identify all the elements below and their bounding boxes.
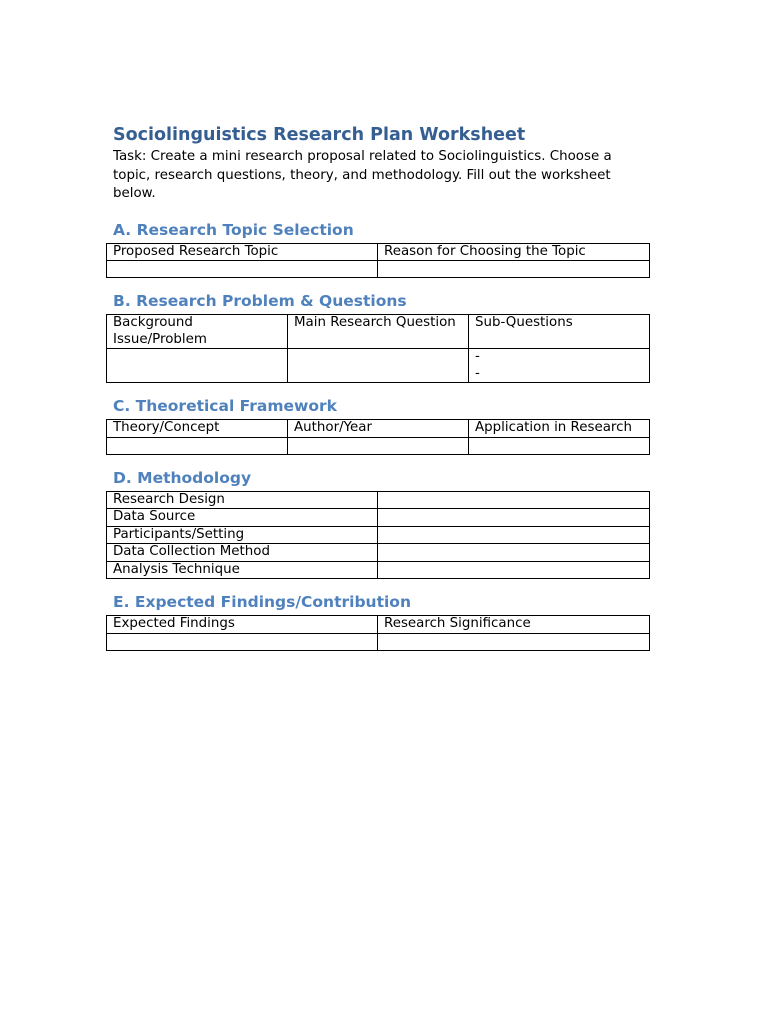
section-b-table (106, 314, 650, 383)
input-cell[interactable] (378, 509, 650, 527)
section-a-table (106, 243, 650, 279)
header-cell: Proposed Research Topic (107, 243, 378, 261)
input-cell[interactable] (107, 261, 378, 278)
row-label: Data Source (107, 509, 378, 527)
table-row (107, 633, 650, 650)
header-cell: Main Research Question (288, 315, 469, 349)
input-cell[interactable] (469, 349, 650, 383)
table-row (107, 491, 650, 509)
table-header-row (107, 616, 650, 634)
page-title: Sociolinguistics Research Plan Worksheet (113, 125, 526, 145)
section-b (106, 291, 649, 383)
row-label: Research Design (107, 491, 378, 509)
input-cell[interactable] (107, 633, 378, 650)
section-c-heading: C. Theoretical Framework (113, 397, 337, 415)
section-b-heading: B. Research Problem & Questions (113, 292, 407, 310)
worksheet-content (106, 124, 649, 651)
header-cell: Theory/Concept (107, 420, 288, 438)
row-label: Analysis Technique (107, 561, 378, 579)
table-row (107, 349, 650, 383)
table-row (107, 509, 650, 527)
section-a-heading: A. Research Topic Selection (113, 220, 354, 239)
table-header-row (107, 315, 650, 349)
table-header-row (107, 243, 650, 261)
section-d-table (106, 491, 650, 580)
sub-question-bullet: - (475, 349, 480, 364)
section-a (106, 220, 649, 279)
header-cell: Background Issue/Problem (107, 315, 288, 349)
row-label: Data Collection Method (107, 544, 378, 562)
table-row (107, 261, 650, 278)
input-cell[interactable] (378, 544, 650, 562)
header-cell: Author/Year (288, 420, 469, 438)
header-cell: Application in Research (469, 420, 650, 438)
table-row (107, 561, 650, 579)
input-cell[interactable] (288, 437, 469, 454)
table-row (107, 437, 650, 454)
header-cell: Reason for Choosing the Topic (378, 243, 650, 261)
section-e (106, 592, 649, 651)
table-row (107, 526, 650, 544)
table-row (107, 544, 650, 562)
input-cell[interactable] (288, 349, 469, 383)
input-cell[interactable] (378, 561, 650, 579)
header-cell: Expected Findings (107, 616, 378, 634)
input-cell[interactable] (107, 349, 288, 383)
input-cell[interactable] (378, 261, 650, 278)
task-instructions: Task: Create a mini research proposal related to Sociolinguistics. Choose a topic, research questions, theory, and methodology. Fill out the worksheet below. (113, 149, 612, 201)
section-e-table (106, 615, 650, 651)
header-cell: Sub-Questions (469, 315, 650, 349)
section-e-heading: E. Expected Findings/Contribution (113, 593, 411, 611)
input-cell[interactable] (107, 437, 288, 454)
input-cell[interactable] (378, 526, 650, 544)
input-cell[interactable] (469, 437, 650, 454)
sub-question-bullet: - (475, 365, 480, 381)
section-d (106, 468, 649, 580)
table-header-row (107, 420, 650, 438)
section-d-heading: D. Methodology (113, 468, 252, 487)
row-label: Participants/Setting (107, 526, 378, 544)
section-c (106, 396, 649, 455)
header-cell: Research Significance (378, 616, 650, 634)
input-cell[interactable] (378, 633, 650, 650)
section-c-table (106, 419, 650, 455)
input-cell[interactable] (378, 491, 650, 509)
